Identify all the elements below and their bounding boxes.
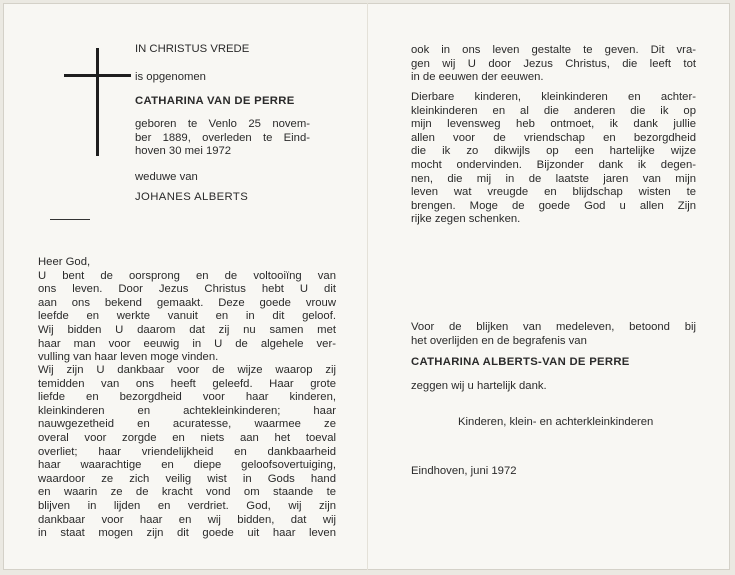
text-line: leven wat vreugde en blijdschap wisten te	[411, 186, 696, 199]
cross-icon	[96, 48, 99, 156]
signed-by-family: Kinderen, klein- en achterkleinkinderen	[458, 416, 654, 428]
prayer-paragraph-1	[38, 256, 336, 365]
text-line: hoven 30 mei 1972	[135, 145, 232, 158]
divider-line	[50, 219, 90, 220]
text-line: waardoor ze zich veilig wist in Gods hand	[38, 472, 336, 485]
text-line: geboren te Venlo 25 novem-	[135, 118, 310, 130]
prayer-continuation	[411, 44, 696, 85]
deceased-name: CATHARINA VAN DE PERRE	[135, 95, 295, 107]
widow-of: weduwe van	[135, 171, 198, 183]
text-line: het overlijden en de begrafenis van	[411, 334, 587, 347]
text-line: gen wij U door Jezus Christus, die leeft tot	[411, 57, 696, 70]
text-line: ons leven. Door Jezus Christus hebt U dit	[38, 283, 336, 296]
deceased-full-name: CATHARINA ALBERTS-VAN DE PERRE	[411, 356, 630, 368]
text-line: aan ons bekend gemaakt. Deze goede vrouw	[38, 296, 336, 309]
text-line: temidden van ons heeft geleefd. Haar grote	[38, 377, 336, 390]
text-line: haar waarachtige en diepe geloofsovertuiging,	[38, 459, 336, 472]
text-line: in staat mogen zijn dit goede uit haar leven	[38, 527, 336, 540]
text-line: overal voor zorgde en niets aan het toeval	[38, 431, 336, 444]
text-line: ber 1889, overleden te Eind-	[135, 131, 310, 144]
header-opgenomen: is opgenomen	[135, 71, 206, 83]
text-line: U bent de oorsprong en de voltooiïng van	[38, 269, 336, 282]
text-line: Dierbare kinderen, kleinkinderen en achter-	[411, 91, 696, 103]
text-line: ook in ons leven gestalte te geven. Dit vra-	[411, 44, 696, 56]
text-line: kleinkinderen en achtekleinkinderen; haar	[38, 404, 336, 417]
text-line: liefde en bezorgdheid voor haar kinderen,	[38, 391, 336, 404]
text-line: nauwgezetheid en acuratesse, waarmee ze	[38, 418, 336, 431]
text-line: die ik zo dikwijls op een hartelijke wijze	[411, 145, 696, 158]
header-in-christus-vrede: IN CHRISTUS VREDE	[135, 43, 250, 55]
text-line: brengen. Moge de goede God u allen Zijn	[411, 199, 696, 212]
text-line: haar man voor eeuwig in U de algehele ver-	[38, 337, 336, 350]
text-line: mocht ondervinden. Bijzonder dank ik degen-	[411, 158, 696, 171]
text-line: Wij zijn U dankbaar voor de wijze waarop zij	[38, 364, 336, 376]
text-line: mijn levensweg heb ontmoet, ik dank jullie	[411, 118, 696, 131]
text-line: vulling van haar leven moge vinden.	[38, 351, 219, 364]
text-line: nen, die mij in de laatste jaren van mijn	[411, 172, 696, 185]
text-line: Voor de blijken van medeleven, betoond bij	[411, 321, 696, 333]
text-line: overliet; haar vriendelijkheid en dankbaarheid	[38, 445, 336, 458]
family-message	[411, 91, 696, 227]
text-line: Heer God,	[38, 256, 91, 268]
text-line: in de eeuwen der eeuwen.	[411, 71, 544, 84]
thanks-message	[411, 321, 696, 348]
text-line: kleinkinderen en al die anderen die ik op	[411, 104, 696, 117]
text-line: rijke zegen schenken.	[411, 213, 521, 226]
card-fold	[367, 3, 368, 570]
text-line: dankbaar voor haar en wij bidden, dat wij	[38, 513, 336, 526]
thanks-closing: zeggen wij u hartelijk dank.	[411, 380, 547, 392]
text-line: blijven in lijden en verdriet. God, wij zijn	[38, 499, 336, 512]
birth-death-details	[135, 118, 310, 159]
text-line: allen voor de vriendschap en bezorgdheid	[411, 131, 696, 144]
place-and-date: Eindhoven, juni 1972	[411, 465, 517, 477]
husband-name: JOHANES ALBERTS	[135, 191, 249, 203]
text-line: leefde en werkte vanuit en in dit geloof.	[38, 310, 336, 323]
text-line: Wij bidden U daarom dat zij nu samen met	[38, 323, 336, 336]
prayer-paragraph-2	[38, 364, 336, 541]
cross-icon-bar	[64, 74, 131, 77]
text-line: en waarin ze de kracht vond om staande te	[38, 486, 336, 499]
